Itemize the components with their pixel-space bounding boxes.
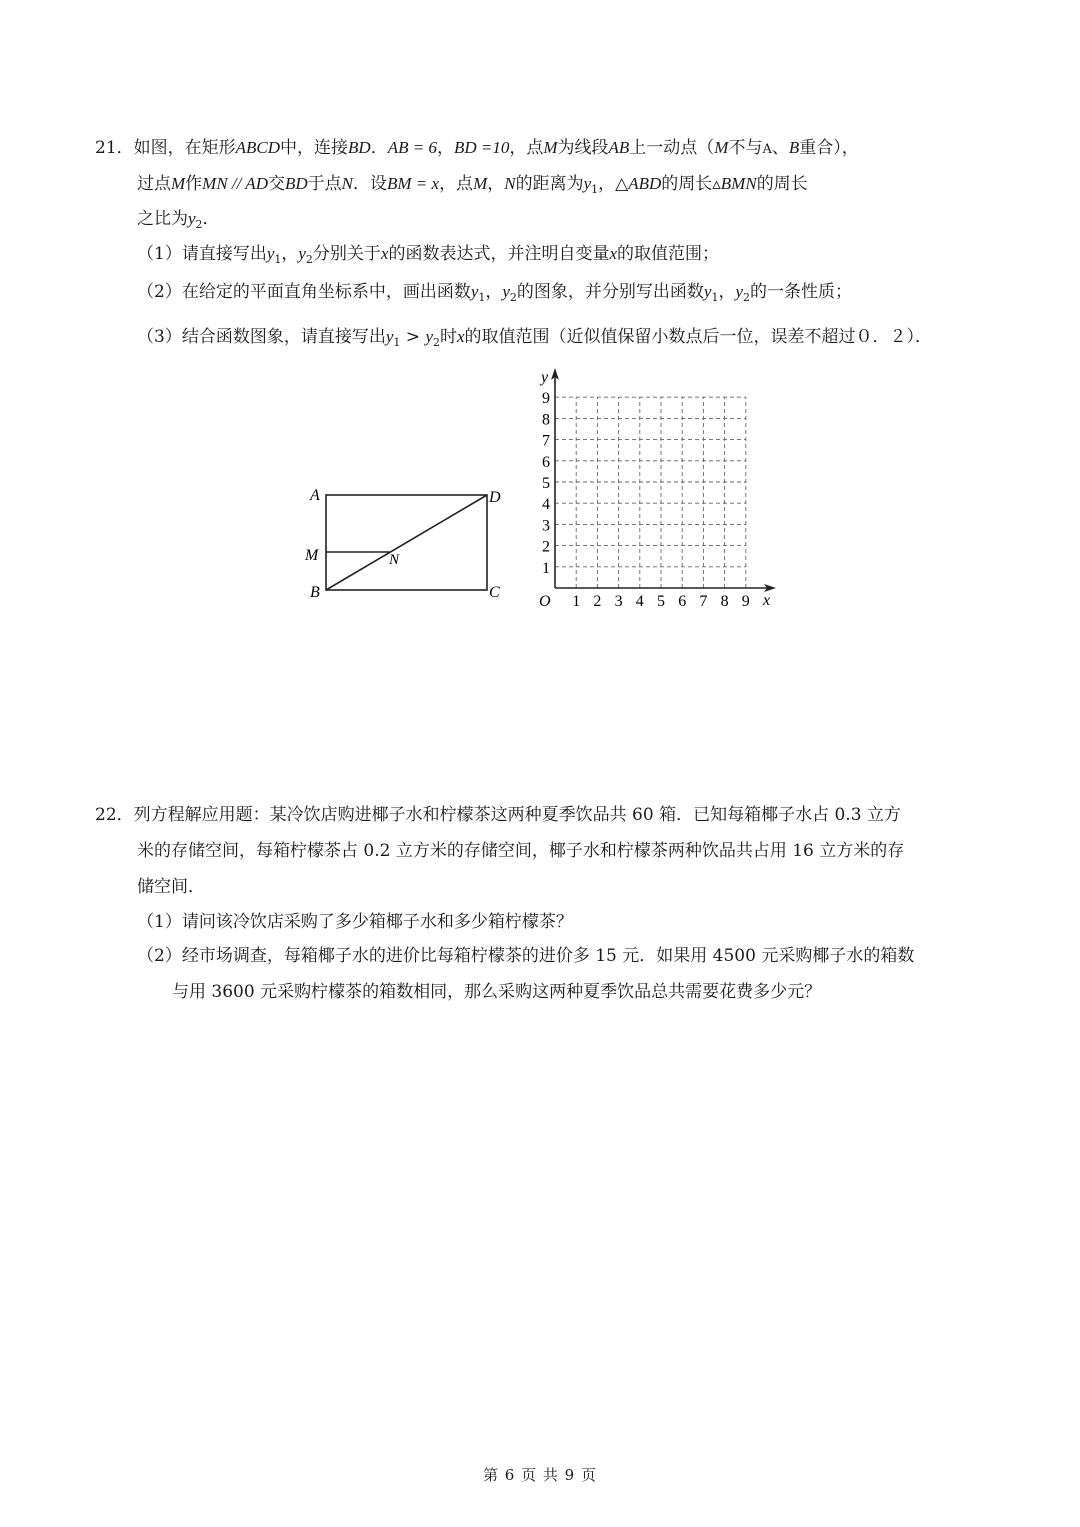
text: 的周长 <box>756 174 808 194</box>
text: 的取值范围； <box>617 244 720 264</box>
text: ， <box>718 282 736 302</box>
text: ．设 <box>353 174 387 194</box>
text: ． <box>370 138 388 158</box>
q21-line3 <box>137 207 220 237</box>
math-var: y <box>703 282 712 301</box>
text: 之比为 <box>137 209 188 229</box>
math-var: M <box>714 138 729 157</box>
q22-line1 <box>95 803 901 827</box>
q22-part2-line2 <box>172 980 821 1004</box>
math-var: M <box>473 174 488 193</box>
label-a: A <box>310 487 320 504</box>
y-axis-label: y <box>541 369 549 386</box>
math-var: y <box>470 282 479 301</box>
text: ， <box>485 282 503 302</box>
label-b: B <box>310 584 320 601</box>
y-tick-label: 5 <box>542 475 550 492</box>
q22-part2-line1 <box>137 944 914 968</box>
text: 的一条性质； <box>750 282 853 302</box>
q21-part2 <box>137 280 852 310</box>
math-var: AB <box>608 138 630 157</box>
q21-part3 <box>137 325 932 355</box>
math-var: BD <box>284 174 308 193</box>
y-tick-label: 1 <box>542 559 550 577</box>
math-var: N <box>341 174 353 193</box>
y-tick-label: 6 <box>542 453 550 471</box>
x-tick-label: 7 <box>699 593 708 610</box>
label-m: M <box>305 547 319 564</box>
subscript: 2 <box>743 291 751 304</box>
text: 的取值范围（近似值保留小数点后一位，误差不超过０．２）． <box>464 327 933 347</box>
subscript: 2 <box>305 253 313 266</box>
math-expr: AB = 6 <box>387 138 437 157</box>
text: 中，连接 <box>280 138 349 158</box>
math-var: y <box>188 209 196 228</box>
x-tick-label: 6 <box>678 593 687 610</box>
diagonal-bd <box>326 495 487 590</box>
math-var: x <box>456 327 465 346</box>
text: ，点 <box>509 138 544 158</box>
q22-number: 22． <box>95 805 134 825</box>
subscript: 2 <box>195 218 203 231</box>
text: > <box>400 327 426 347</box>
x-tick-label: 8 <box>720 593 729 610</box>
text: ． <box>202 209 220 229</box>
y-tick-labels <box>542 390 550 577</box>
math-var: M <box>543 138 558 157</box>
label-d: D <box>489 489 501 506</box>
text: 为线段 <box>557 138 609 158</box>
q22-part1-text: （1）请问该冷饮店采购了多少箱椰子水和多少箱柠檬茶？ <box>137 912 573 932</box>
q22-text-line1: 列方程解应用题：某冷饮店购进椰子水和柠檬茶这两种夏季饮品共 60 箱．已知每箱椰子水占 0.3 立方 <box>133 805 901 825</box>
math-var: B <box>788 138 800 157</box>
math-var: N <box>504 174 516 193</box>
label-c: C <box>489 584 500 601</box>
y-tick-label: 8 <box>542 411 550 429</box>
x-axis-label: x <box>763 592 771 609</box>
math-var: x <box>380 244 389 263</box>
math-var: y <box>385 327 394 346</box>
x-tick-label: 3 <box>614 593 623 610</box>
math-expr: MN // AD <box>202 174 268 193</box>
text: ，△ <box>598 174 629 194</box>
text: 过点 <box>137 174 171 194</box>
math-var: BMN <box>720 174 757 193</box>
rectangle-figure <box>300 480 540 610</box>
text: 重合）， <box>799 138 859 158</box>
y-tick-label: 4 <box>542 496 550 514</box>
text: 作 <box>185 174 203 194</box>
label-n: N <box>389 552 400 568</box>
math-var: ABCD <box>235 138 281 157</box>
q22-text-line3: 储空间． <box>137 877 205 897</box>
q22-text-line2: 米的存储空间，每箱柠檬茶占 0.2 立方米的存储空间，椰子水和柠檬茶两种饮品共占用 16 立方米的存 <box>137 841 905 861</box>
text: 如图，在矩形 <box>133 138 236 158</box>
subscript: 1 <box>711 291 719 304</box>
x-tick-label: 4 <box>635 593 644 610</box>
text: ， <box>281 244 299 264</box>
math-var: y <box>425 327 433 346</box>
text: 不与 <box>728 138 763 158</box>
y-tick-label: 3 <box>542 517 550 535</box>
text: ， <box>487 174 505 194</box>
x-tick-label: 1 <box>572 593 581 610</box>
text: ，点 <box>439 174 474 194</box>
q22-part1 <box>137 910 573 934</box>
math-var: y <box>735 282 744 301</box>
coordinate-grid <box>530 365 790 615</box>
subscript: 1 <box>393 336 401 349</box>
math-var: y <box>502 282 510 301</box>
text: 在给定的平面直角坐标系中，画出函数 <box>181 282 471 302</box>
text: 上一动点（ <box>629 138 715 158</box>
text: 、 <box>771 138 789 158</box>
q22-part2-text2: 与用 3600 元采购柠檬茶的箱数相同，那么采购这两种夏季饮品总共需要花费多少元？ <box>172 982 822 1002</box>
q21-part1 <box>137 242 719 272</box>
text: 请直接写出 <box>181 244 267 264</box>
math-var: ABD <box>628 174 662 193</box>
text: 于点 <box>307 174 342 194</box>
grid-lines <box>555 397 746 588</box>
text: 分别关于 <box>312 244 381 264</box>
subscript: 2 <box>432 336 440 349</box>
text: 的函数表达式，并注明自变量 <box>388 244 610 264</box>
x-tick-labels <box>572 593 750 610</box>
q21-number: 21． <box>95 138 134 158</box>
part-label: （2） <box>137 282 182 302</box>
math-var: x <box>609 244 618 263</box>
y-tick-label: 9 <box>542 390 550 408</box>
math-var: y <box>298 244 306 263</box>
y-tick-label: 2 <box>542 538 550 556</box>
q22-line3 <box>137 875 205 899</box>
part-label: （3） <box>137 327 182 347</box>
math-var: BD <box>348 138 371 157</box>
y-tick-label: 7 <box>542 432 550 450</box>
text: 结合函数图象，请直接写出 <box>181 327 386 347</box>
q22-line2 <box>137 839 904 863</box>
subscript: 1 <box>591 183 599 196</box>
text: ， <box>436 138 454 158</box>
text: 的图象，并分别写出函数 <box>516 282 704 302</box>
x-tick-label: 5 <box>657 593 665 610</box>
subscript: 2 <box>509 291 517 304</box>
math-var: M <box>171 174 186 193</box>
text: 时 <box>439 327 457 347</box>
math-expr: BD =10 <box>453 138 510 157</box>
text: 交 <box>267 174 285 194</box>
math-expr: BM = x <box>387 174 440 193</box>
q21-line1 <box>95 136 859 162</box>
q22-part2-text1: （2）经市场调查，每箱椰子水的进价比每箱柠檬茶的进价多 15 元．如果用 4500 元采购椰子水的箱数 <box>137 946 915 966</box>
text: 的周长▵ <box>661 174 721 194</box>
page-footer: 第 6 页 共 9 页 <box>483 1466 597 1484</box>
math-var: y <box>266 244 275 263</box>
math-var: A <box>762 142 772 157</box>
part-label: （1） <box>137 244 182 264</box>
x-tick-label: 2 <box>593 593 602 610</box>
origin-label: O <box>539 593 551 610</box>
text: 的距离为 <box>515 174 584 194</box>
q21-line2 <box>137 172 808 202</box>
math-var: y <box>583 174 592 193</box>
subscript: 1 <box>274 253 282 266</box>
x-tick-label: 9 <box>741 593 750 610</box>
subscript: 1 <box>478 291 486 304</box>
